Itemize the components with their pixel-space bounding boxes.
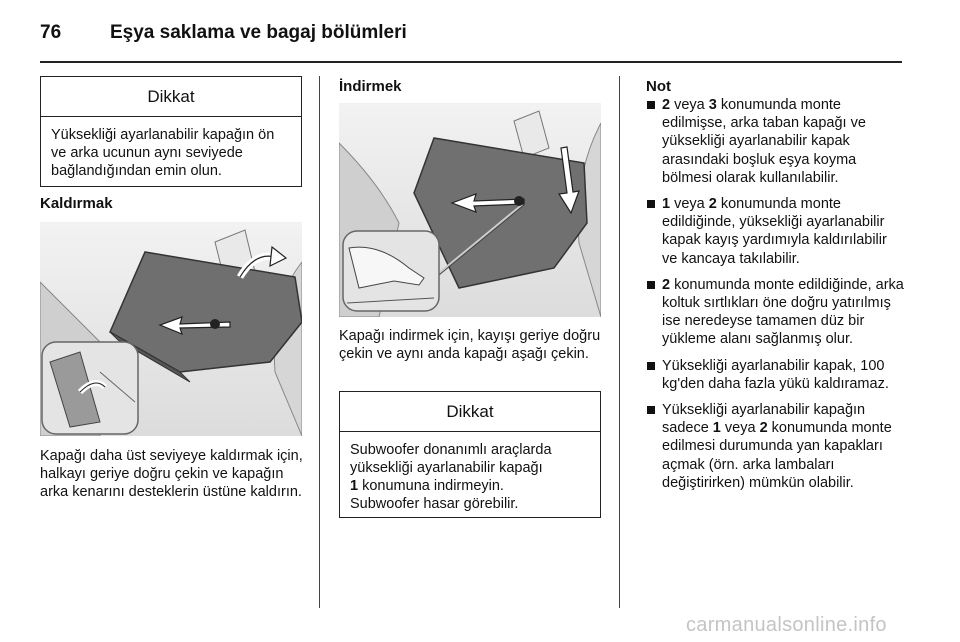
header-divider: [40, 61, 902, 63]
section-title-lowering: İndirmek: [339, 78, 402, 95]
notes-title: Not: [646, 78, 671, 95]
caution-box-text: Subwoofer donanımlı araçlarda yüksekliği ayarlanabilir kapağı 1 konumuna indirmeyin. Subwoofer hasar görebilir.: [350, 442, 552, 512]
page-number: 76: [40, 22, 62, 43]
caution-box-middle: [339, 391, 601, 518]
lowering-instructions: Kapağı indirmek için, kayışı geriye doğru çekin ve aynı anda kapağı aşağı çekin.: [339, 328, 601, 363]
caution-box-title: Dikkat: [41, 77, 301, 117]
bullet-square-icon: [647, 200, 655, 208]
list-item: 1 veya 2 konumunda monte edildiğinde, yüksekliği ayarlanabilir kapak kayış yardımıyla kaldırılabilir ve kancaya takılabilir.: [646, 195, 904, 268]
chapter-title: Eşya saklama ve bagaj bölümleri: [110, 22, 407, 43]
bullet-square-icon: [647, 281, 655, 289]
list-item: Yüksekliği ayarlanabilir kapak, 100 kg'den daha fazla yükü kaldıramaz.: [646, 357, 904, 393]
bullet-square-icon: [647, 406, 655, 414]
caution-box-title: Dikkat: [340, 392, 600, 432]
list-item: 2 veya 3 konumunda monte edilmişse, arka taban kapağı ve yüksekliği ayarlanabilir kapak arasındaki boşluk eşya koyma bölmesi olarak kullanılabilir.: [646, 96, 904, 187]
figure-raising-cover: [40, 222, 302, 436]
notes-section: [646, 78, 904, 500]
section-title-raising: Kaldırmak: [40, 195, 113, 212]
notes-list: [646, 96, 904, 492]
column-divider-left: [319, 76, 320, 608]
bullet-square-icon: [647, 362, 655, 370]
bullet-square-icon: [647, 101, 655, 109]
watermark: carmanualsonline.info: [686, 614, 887, 636]
raising-instructions: Kapağı daha üst seviyeye kaldırmak için, halkayı geriye doğru çekin ve kapağın arka kenarını desteklerin üstüne kaldırın.: [40, 448, 303, 501]
caution-box-left: [40, 76, 302, 187]
list-item: Yüksekliği ayarlanabilir kapağın sadece 1 veya 2 konumunda monte edilmesi durumunda yan kapakları açmak (örn. arka lambaları değiştirirken) mümkün olabilir.: [646, 401, 904, 492]
figure-lowering-cover: [339, 103, 601, 317]
caution-box-text: Yüksekliği ayarlanabilir kapağın ön ve arka ucunun aynı seviyede bağlandığından emin olun.: [51, 127, 275, 179]
list-item: 2 konumunda monte edildiğinde, arka koltuk sırtlıkları öne doğru yatırılmış ise neredeyse tamamen düz bir yükleme alanı sağlanmış olur.: [646, 276, 904, 349]
column-divider-right: [619, 76, 620, 608]
position-number: 1: [350, 478, 359, 494]
